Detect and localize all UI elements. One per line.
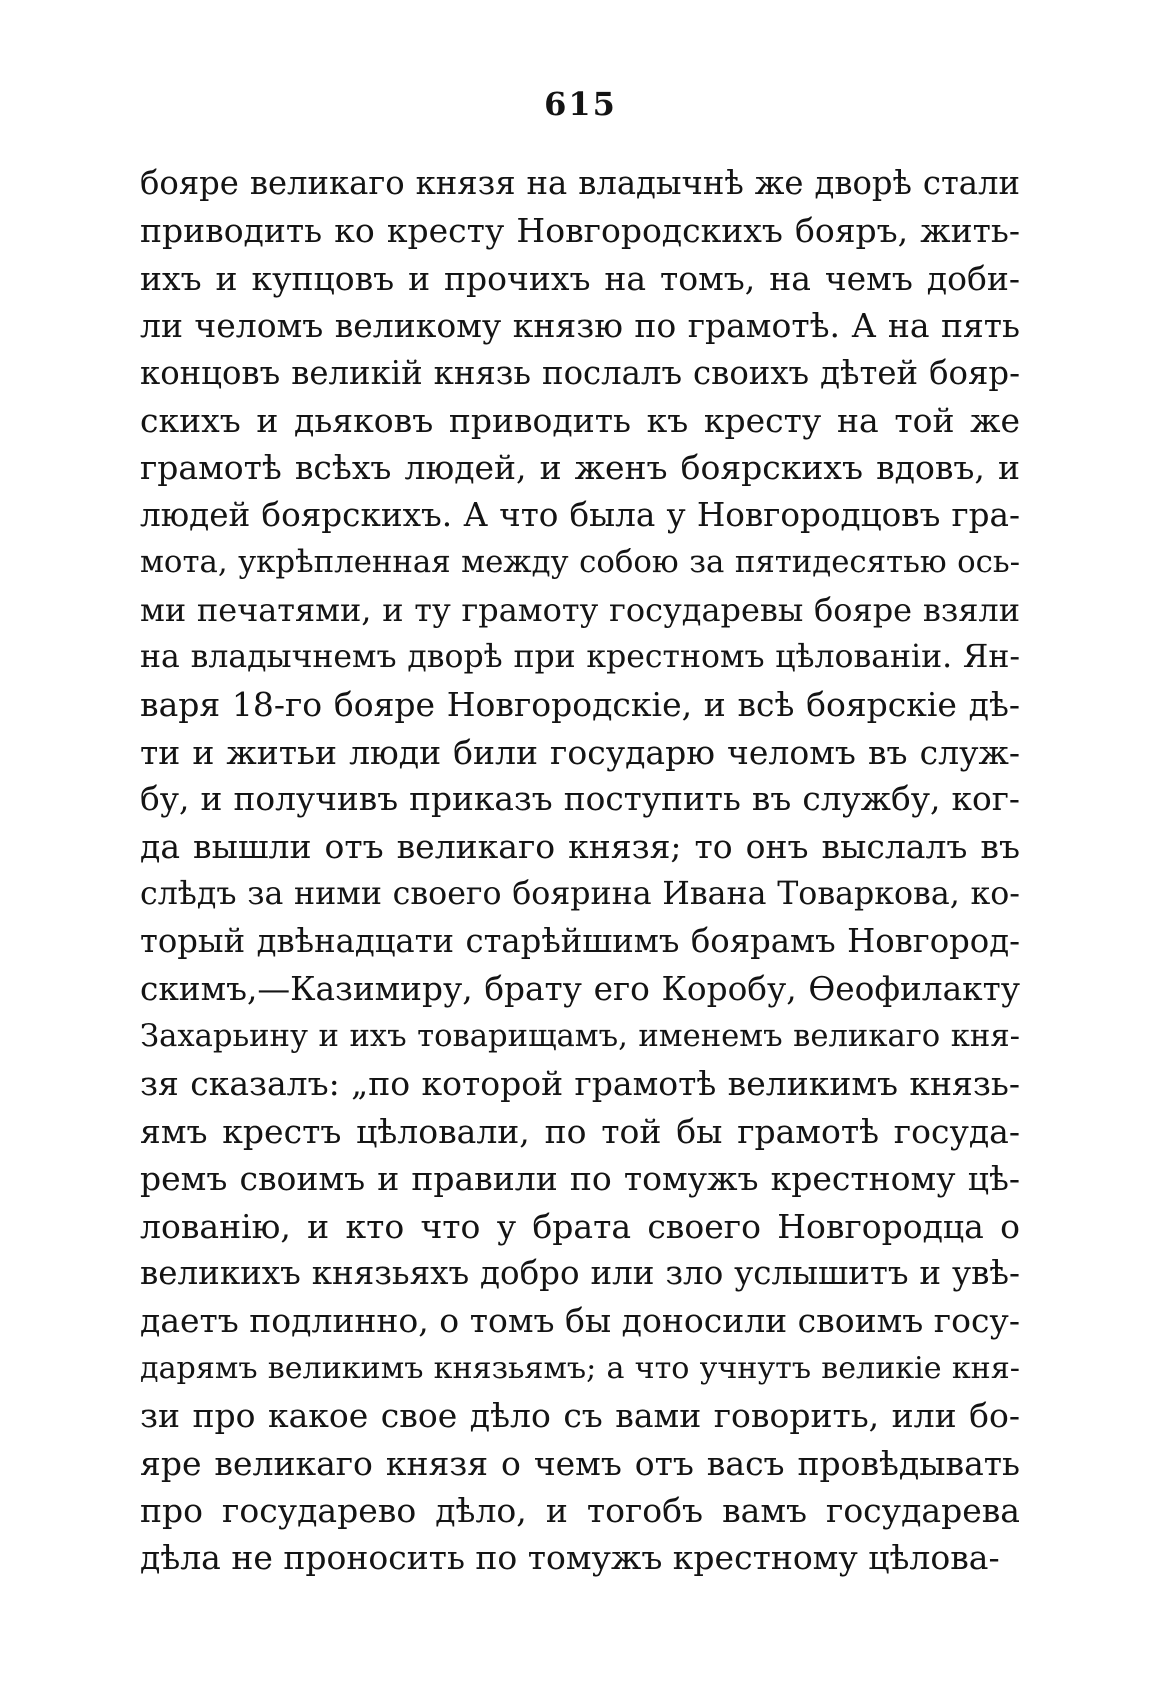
text-line: великихъ князьяхъ добро или зло услышитъ и увѣ- <box>140 1253 1020 1292</box>
text-line: ихъ и купцовъ и прочихъ на томъ, на чемъ доби- <box>140 258 1020 298</box>
text-line: бояре великаго князя на владычнѣ же дворѣ стали <box>140 164 1020 202</box>
text-line: варя 18-го бояре Новгородскіе, и всѣ боярскіе дѣ- <box>140 685 1020 725</box>
text-line: грамотѣ всѣхъ людей, и женъ боярскихъ вдовъ, и <box>140 448 1020 488</box>
text-line: зя сказалъ: „по которой грамотѣ великимъ князь- <box>140 1064 1020 1104</box>
text-line: приводить ко кресту Новгородскихъ бояръ, жить- <box>140 211 1020 251</box>
text-line: да вышли отъ великаго князя; то онъ выслалъ въ <box>140 827 1020 867</box>
text-line: дарямъ великимъ князьямъ; а что учнутъ великіе кня- <box>140 1350 1020 1386</box>
text-line: концовъ великій князь послалъ своихъ дѣтей бояр- <box>140 353 1020 392</box>
text-line: торый двѣнадцати старѣйшимъ боярамъ Новгород- <box>140 922 1020 961</box>
text-line: Захарьину и ихъ товарищамъ, именемъ великаго кня- <box>140 1019 1020 1055</box>
text-line: яре великаго князя о чемъ отъ васъ провѣдывать <box>140 1443 1020 1483</box>
text-line: людей боярскихъ. А что была у Новгородцовъ гра- <box>140 495 1020 534</box>
text-line: слѣдъ за ними своего боярина Ивана Товаркова, ко- <box>140 875 1020 912</box>
text-line: даетъ подлинно, о томъ бы доносили своимъ госу- <box>140 1301 1020 1341</box>
text-line: бу, и получивъ приказъ поступить въ службу, ког- <box>140 780 1020 819</box>
text-line: дѣла не проносить по томужъ крестному цѣлова- <box>140 1538 1000 1578</box>
text-line: ми печатями, и ту грамоту государевы бояре взяли <box>140 590 1020 629</box>
text-line: про государево дѣло, и тогобъ вамъ государева <box>140 1490 1020 1530</box>
text-line: ли челомъ великому князю по грамотѣ. А на пять <box>140 306 1020 346</box>
text-line: на владычнемъ дворѣ при крестномъ цѣлованіи. Ян- <box>140 638 1020 675</box>
text-line: ямъ крестъ цѣловали, по той бы грамотѣ госуда- <box>140 1111 1020 1151</box>
body-text <box>140 160 1020 1582</box>
text-line: скимъ,—Казимиру, брату его Коробу, Ѳеофилакту <box>140 969 1020 1008</box>
text-line: мота, укрѣпленная между собою за пятидесятью ось- <box>140 544 1020 581</box>
text-line: лованію, и кто что у брата своего Новгородца о <box>140 1206 1020 1246</box>
text-line: скихъ и дьяковъ приводить къ кресту на той же <box>140 400 1020 440</box>
text-line: ремъ своимъ и правили по томужъ крестному цѣ- <box>140 1159 1020 1199</box>
text-line: зи про какое свое дѣло съ вами говорить, или бо- <box>140 1396 1020 1436</box>
text-line: ти и житьи люди били государю челомъ въ служ- <box>140 732 1020 772</box>
page-number: 615 <box>544 85 617 123</box>
